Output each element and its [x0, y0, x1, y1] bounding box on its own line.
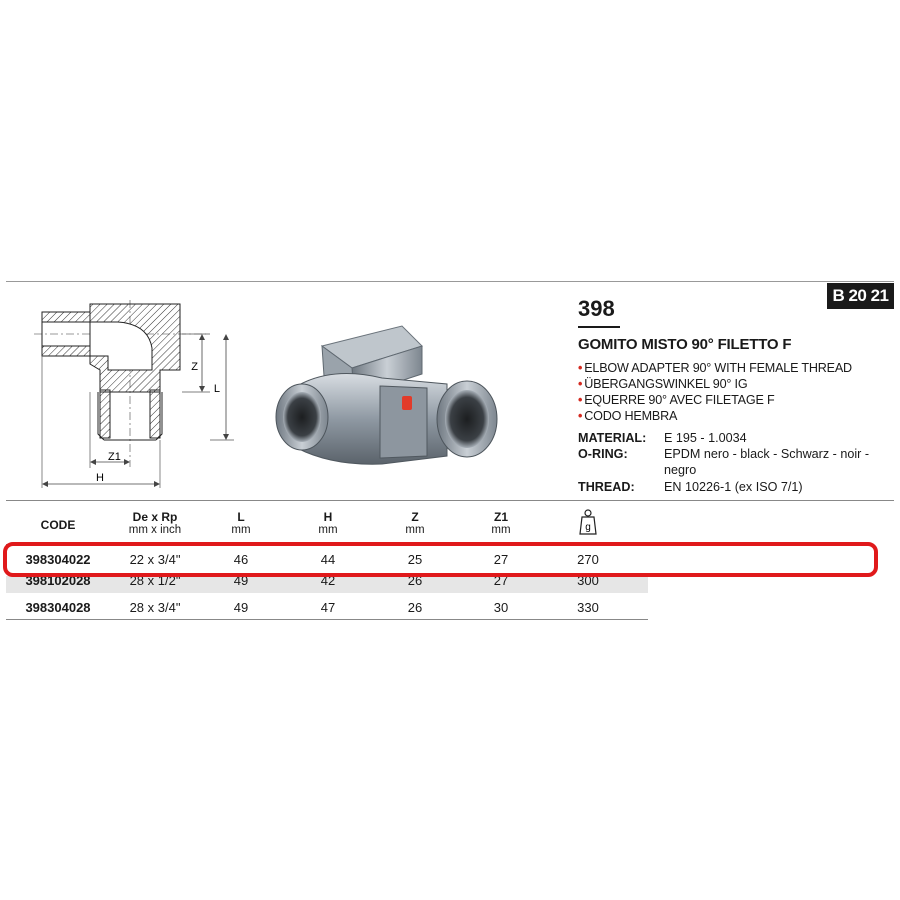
- cell-h: 47: [320, 600, 336, 615]
- product-number: 398: [578, 296, 615, 321]
- table-row: [6, 597, 648, 618]
- product-number-underline: [578, 326, 620, 328]
- cell-l: 49: [233, 600, 249, 615]
- column-header-weight: [548, 509, 628, 538]
- cell-l: 46: [233, 552, 249, 567]
- cell-size: 28 x 1/2": [129, 576, 181, 588]
- spec-value: EN 10226-1 (ex ISO 7/1): [664, 480, 803, 494]
- cell-size: 28 x 3/4": [129, 600, 181, 615]
- cell-weight: 330: [577, 600, 599, 615]
- column-header-z1: Z1 mm: [491, 510, 511, 536]
- cell-z1: 27: [493, 576, 509, 588]
- cell-code: 398304028: [25, 600, 91, 615]
- product-title: GOMITO MISTO 90° FILETTO F: [578, 336, 792, 353]
- table-row: [6, 576, 648, 593]
- product-descriptions: [578, 360, 852, 424]
- product-photo: [262, 316, 514, 476]
- dim-l-label: L: [213, 383, 220, 395]
- cell-z: 26: [407, 600, 423, 615]
- row-highlight-box: [3, 542, 878, 577]
- column-header-h: H mm: [318, 510, 338, 536]
- weight-icon: [578, 509, 598, 535]
- cell-h: 44: [320, 552, 336, 567]
- cell-z: 25: [407, 552, 423, 567]
- cell-code: 398102028: [25, 576, 91, 588]
- cell-h: 42: [320, 576, 336, 588]
- spec-value: EPDM nero - black - Schwarz - noir - negro: [664, 447, 870, 477]
- weight-unit: g: [585, 522, 591, 533]
- table-bottom-rule: [6, 619, 648, 620]
- cell-weight: 300: [577, 576, 599, 588]
- cell-code: 398304022: [25, 552, 91, 567]
- technical-drawing: [20, 292, 252, 492]
- dim-z1-label: Z1: [108, 451, 121, 463]
- spec-label: THREAD:: [578, 480, 635, 494]
- description-item: • ELBOW ADAPTER 90° WITH FEMALE THREAD: [578, 361, 852, 375]
- bullet-icon: •: [578, 377, 583, 391]
- catalog-badge: B 20 21: [827, 283, 894, 309]
- cell-z1: 30: [493, 600, 509, 615]
- bullet-icon: •: [578, 361, 583, 375]
- description-item: • CODO HEMBRA: [578, 409, 678, 423]
- cell-l: 49: [233, 576, 249, 588]
- cell-weight: 270: [577, 552, 599, 567]
- spec-value: E 195 - 1.0034: [664, 431, 747, 445]
- top-rule: [6, 281, 894, 282]
- cell-z: 26: [407, 576, 423, 588]
- column-header-size: De x Rp mm x inch: [128, 510, 182, 536]
- column-header-code: CODE: [40, 518, 76, 532]
- description-item: • ÜBERGANGSWINKEL 90° IG: [578, 377, 748, 391]
- column-header-l: L mm: [231, 510, 251, 536]
- cell-size: 22 x 3/4": [129, 552, 181, 567]
- table-top-rule: [6, 500, 894, 501]
- spec-label: O-RING:: [578, 447, 628, 461]
- spec-label: MATERIAL:: [578, 431, 647, 445]
- cell-z1: 27: [493, 552, 509, 567]
- bullet-icon: •: [578, 409, 583, 423]
- dim-z-label: Z: [191, 361, 198, 373]
- dim-h-label: H: [96, 472, 104, 484]
- bullet-icon: •: [578, 393, 583, 407]
- description-item: • EQUERRE 90° AVEC FILETAGE F: [578, 393, 775, 407]
- column-header-z: Z mm: [405, 510, 425, 536]
